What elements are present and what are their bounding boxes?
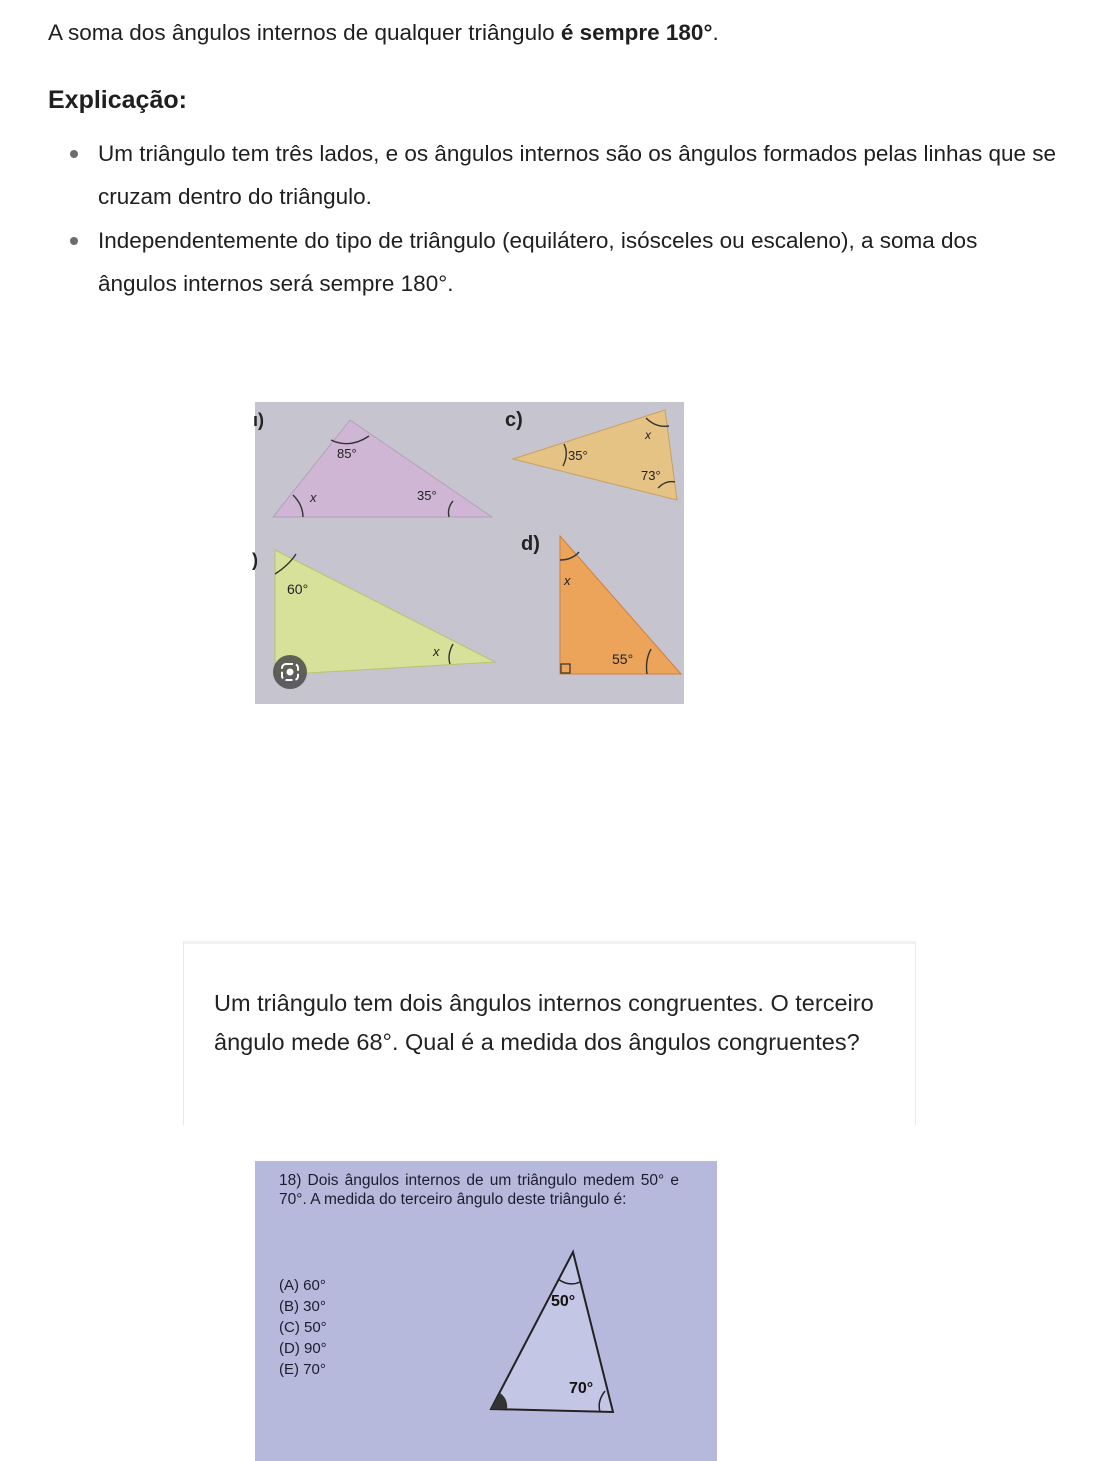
triangle-angle-label-right: 70° — [569, 1380, 594, 1397]
question-card — [183, 941, 916, 1125]
triangle-angle-label-top: 50° — [551, 1293, 576, 1310]
triangle-a-angle-label: x — [310, 490, 317, 505]
list-item — [98, 132, 1058, 218]
question-text-block — [279, 1171, 679, 1241]
exam-option: (A) 60° — [279, 1277, 326, 1294]
figure-label-c: c) — [505, 409, 523, 431]
explanation-heading: Explicação: — [48, 86, 187, 114]
triangle-d-angle-label: x — [564, 573, 571, 588]
intro-text: A soma dos ângulos internos de qualquer triângulo — [48, 20, 561, 45]
explanation-list — [98, 132, 1058, 306]
answer-intro — [48, 18, 1048, 48]
exam-question-text: 18) Dois ângulos internos de um triângulo medem 50° e 70°. A medida do terceiro ângulo deste triângulo é: — [279, 1172, 679, 1208]
triangle-a-angle-label: 85° — [337, 446, 357, 461]
triangle-c-angle-label: 73° — [641, 468, 661, 483]
figure-label-a: ı) — [253, 410, 264, 430]
lens-icon[interactable] — [273, 655, 307, 689]
bullet-icon — [70, 150, 78, 158]
bullet-icon — [70, 237, 78, 245]
figure-label-d: d) — [521, 533, 540, 555]
triangle-b-angle-label: 60° — [287, 581, 309, 597]
triangle-c-angle-label: 35° — [568, 448, 588, 463]
exam-option: (D) 90° — [279, 1340, 327, 1357]
exam-option: (B) 30° — [279, 1298, 326, 1315]
triangle-b-angle-label: x — [433, 644, 440, 659]
exam-option: (E) 70° — [279, 1361, 326, 1378]
question-text: Um triângulo tem dois ângulos internos congruentes. O terceiro ângulo mede 68°. Qual é a medida dos ângulos congruentes? — [214, 990, 874, 1055]
triangle-d-angle-label: 55° — [612, 651, 634, 667]
exam-option: (C) 50° — [279, 1319, 327, 1336]
triangles-photo[interactable] — [252, 402, 684, 704]
list-item-text: Um triângulo tem três lados, e os ângulos internos são os ângulos formados pelas linhas que se cruzam dentro do triângulo. — [98, 141, 1057, 209]
exam-question-photo[interactable] — [255, 1161, 717, 1461]
list-item — [98, 219, 1058, 305]
figure-label-b: ) — [252, 550, 258, 570]
triangle-a-angle-label: 35° — [417, 488, 437, 503]
intro-suffix: . — [712, 20, 719, 45]
intro-bold: é sempre 180° — [560, 20, 713, 45]
triangle-c-angle-label: x — [645, 428, 651, 442]
list-item-text: Independentemente do tipo de triângulo (equilátero, isósceles ou escaleno), a soma dos ângulos internos será sempre 180°. — [98, 228, 978, 296]
